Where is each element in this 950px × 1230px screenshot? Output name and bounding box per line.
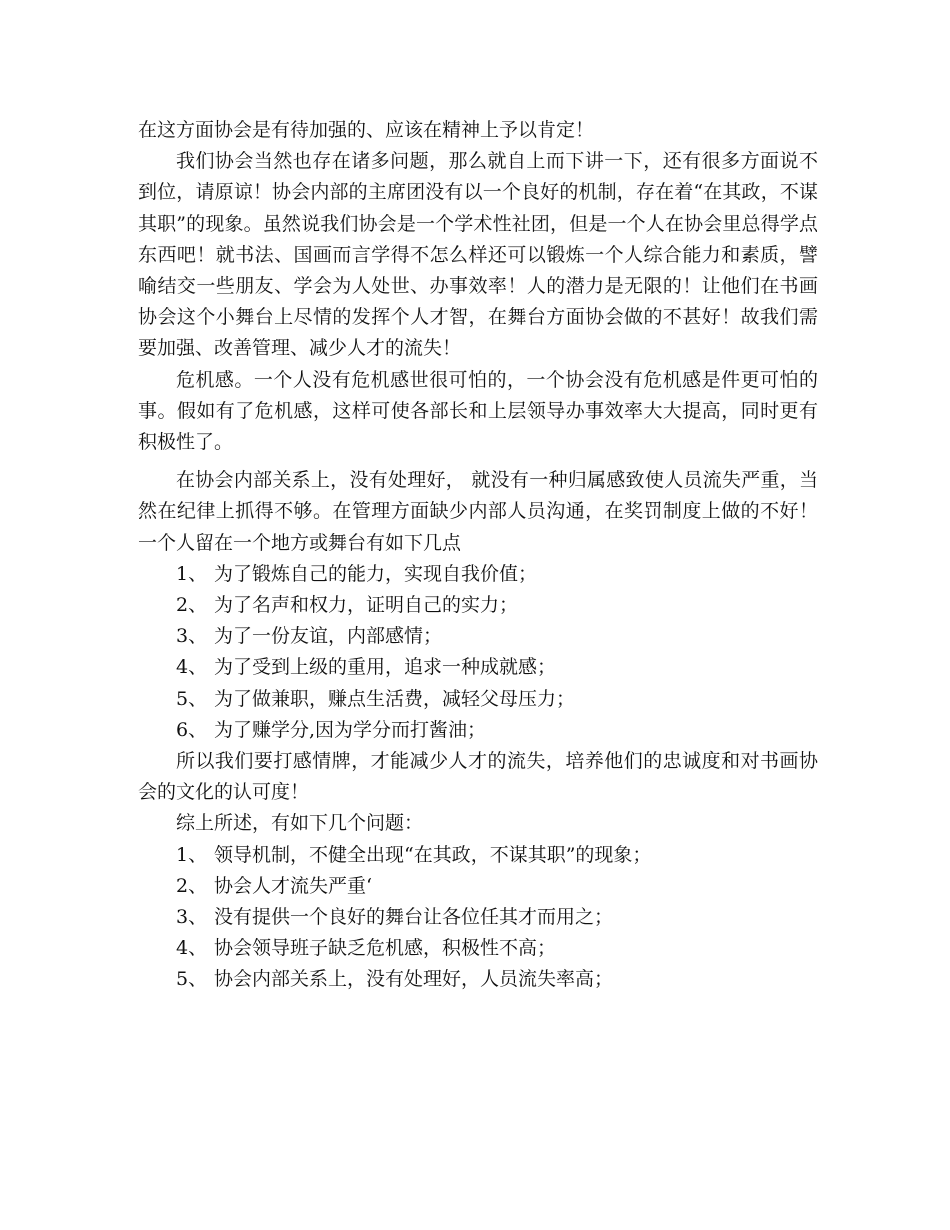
reasons-list	[138, 559, 818, 746]
list-item-number: 5、	[176, 687, 208, 710]
loyalty-paragraph: 所以我们要打感情牌，才能减少人才的流失，培养他们的忠诚度和对书画协会的文化的认可度！	[138, 750, 818, 804]
list-item	[138, 871, 818, 902]
list-item	[138, 902, 818, 933]
list-item	[138, 684, 818, 715]
lead-paragraph: 在这方面协会是有待加强的、应该在精神上予以肯定！	[138, 119, 595, 141]
list-item-text: 协会人才流失严重‘	[214, 874, 373, 897]
list-item-text: 没有提供一个良好的舞台让各位任其才而用之；	[214, 906, 614, 929]
relations-paragraph: 在协会内部关系上，没有处理好， 就没有一种归属感致使人员流失严重，当然在纪律上抓得不够。在管理方面缺少内部人员沟通，在奖罚制度上做的不好！一个人留在一个地方或舞台有如下几点	[138, 469, 818, 554]
list-item-number: 1、	[176, 843, 208, 866]
list-item-number: 5、	[176, 968, 208, 991]
crisis-paragraph: 危机感。一个人没有危机感世很可怕的，一个协会没有危机感是件更可怕的事。假如有了危机感，这样可使各部长和上层领导办事效率大大提高，同时更有积极性了。	[138, 368, 818, 454]
list-item-text: 协会内部关系上，没有处理好，人员流失率高；	[214, 968, 614, 991]
list-item-number: 3、	[176, 906, 208, 929]
list-item-number: 3、	[176, 625, 208, 648]
list-item-number: 2、	[176, 874, 208, 897]
list-item-text: 为了一份友谊，内部感情；	[214, 625, 443, 648]
list-item-text: 为了名声和权力，证明自己的实力；	[214, 594, 519, 617]
list-item-text: 为了受到上级的重用，追求一种成就感；	[214, 656, 557, 679]
problems-paragraph: 我们协会当然也存在诸多问题，那么就自上而下讲一下，还有很多方面说不到位，请原谅！协会内部的主席团没有以一个良好的机制，存在着“在其政，不谋其职”的现象。虽然说我们协会是一个学术性社团，但是一个人在协会里总得学点东西吧！就书法、国画而言学得不怎么样还可以锻炼一个人综合能力和素质，譬喻结交一些朋友、学会为人处世、办事效率！人的潜力是无限的！让他们在书画协会这个小舞台上尽情的发挥个人才智，在舞台方面协会做的不甚好！故我们需要加强、改善管理、减少人才的流失！	[138, 150, 818, 360]
list-item	[138, 621, 818, 652]
list-item-text: 协会领导班子缺乏危机感，积极性不高；	[214, 937, 557, 960]
list-item-number: 4、	[176, 656, 208, 679]
list-item	[138, 840, 818, 871]
list-item-number: 4、	[176, 937, 208, 960]
issues-list	[138, 840, 818, 996]
list-item	[138, 715, 818, 746]
list-item-text: 为了赚学分,因为学分而打酱油；	[214, 718, 487, 741]
list-item	[138, 933, 818, 964]
list-item	[138, 964, 818, 995]
list-item-number: 1、	[176, 562, 208, 585]
list-item-text: 为了做兼职，赚点生活费，减轻父母压力；	[214, 687, 576, 710]
list-item-text: 领导机制，不健全出现“在其政，不谋其职”的现象；	[214, 843, 652, 866]
list-item	[138, 652, 818, 683]
list-item	[138, 559, 818, 590]
document-body	[138, 115, 818, 996]
list-item-number: 6、	[176, 718, 208, 741]
list-item	[138, 590, 818, 621]
list-item-text: 为了锻炼自己的能力，实现自我价值；	[214, 562, 538, 585]
summary-intro: 综上所述，有如下几个问题：	[176, 812, 424, 835]
list-item-number: 2、	[176, 594, 208, 617]
